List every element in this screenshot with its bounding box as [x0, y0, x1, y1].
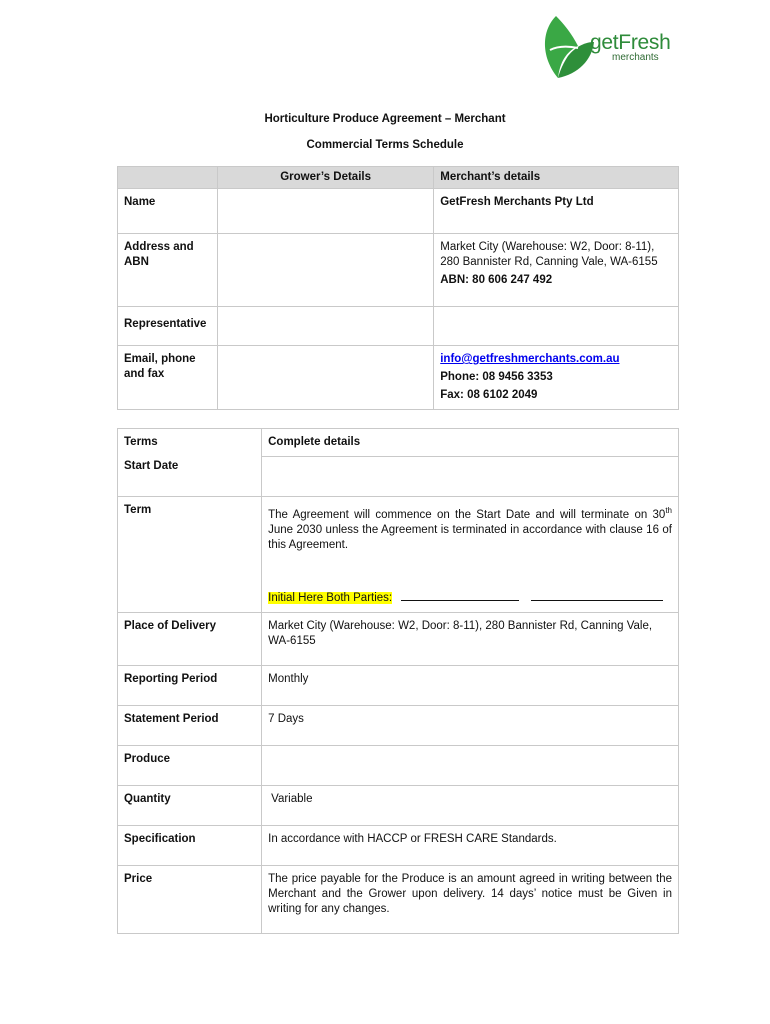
merchant-phone: Phone: 08 9456 3353: [440, 371, 553, 383]
term-label: Term: [118, 497, 262, 613]
specification-label: Specification: [118, 825, 262, 865]
quantity-value: Variable: [262, 785, 679, 825]
merchant-email-link[interactable]: info@getfreshmerchants.com.au: [440, 353, 620, 365]
merchant-address: Market City (Warehouse: W2, Door: 8-11), 280 Bannister Rd, Canning Vale, WA-6155: [440, 241, 658, 268]
reporting-period-value: Monthly: [262, 665, 679, 705]
terms-table: [117, 428, 679, 934]
initial-line-1[interactable]: [401, 589, 519, 601]
terms-header: Terms: [118, 429, 262, 457]
name-label: Name: [118, 189, 218, 234]
place-of-delivery-value: Market City (Warehouse: W2, Door: 8-11), 280 Bannister Rd, Canning Vale, WA-6155: [262, 612, 679, 665]
grower-representative-field[interactable]: [217, 307, 433, 346]
place-of-delivery-label: Place of Delivery: [118, 612, 262, 665]
initials-row: [268, 589, 672, 606]
merchant-details-header: Merchant’s details: [434, 167, 679, 189]
grower-address-field[interactable]: [217, 234, 433, 307]
statement-period-label: Statement Period: [118, 705, 262, 745]
representative-label: Representative: [118, 307, 218, 346]
price-label: Price: [118, 865, 262, 933]
produce-field[interactable]: [262, 745, 679, 785]
quantity-label: Quantity: [118, 785, 262, 825]
term-cell: [262, 497, 679, 613]
document-subtitle: Commercial Terms Schedule: [306, 139, 464, 151]
initial-here-label: Initial Here Both Parties:: [268, 591, 393, 604]
price-value: The price payable for the Produce is an amount agreed in writing between the Merchant and the Grower upon delivery. 14 days’ notice must be Given in writing for any changes.: [262, 865, 679, 933]
logo-brand: getFresh: [590, 31, 671, 54]
reporting-period-label: Reporting Period: [118, 665, 262, 705]
grower-name-field[interactable]: [217, 189, 433, 234]
merchant-fax: Fax: 08 6102 2049: [440, 389, 538, 401]
start-date-field[interactable]: [262, 457, 679, 497]
specification-value: In accordance with HACCP or FRESH CARE Standards.: [262, 825, 679, 865]
statement-period-value: 7 Days: [262, 705, 679, 745]
initial-line-2[interactable]: [531, 589, 663, 601]
getfresh-logo: [538, 12, 678, 84]
logo-subtitle: merchants: [612, 52, 659, 63]
term-text: The Agreement will commence on the Start Date and will terminate on 30th June 2030 unless the Agreement is terminated in accordance with clause 16 of this Agreement.: [268, 506, 672, 551]
contact-label: Email, phone and fax: [118, 346, 218, 410]
merchant-representative-field: [434, 307, 679, 346]
address-label: Address and ABN: [118, 234, 218, 307]
merchant-name: GetFresh Merchants Pty Ltd: [434, 189, 679, 234]
details-table: [117, 166, 679, 410]
grower-details-header: Grower’s Details: [217, 167, 433, 189]
merchant-address-cell: [434, 234, 679, 307]
start-date-label: Start Date: [118, 457, 262, 497]
document-title: Horticulture Produce Agreement – Merchant: [264, 113, 506, 125]
merchant-abn: ABN: 80 606 247 492: [440, 274, 553, 286]
merchant-contact-cell: [434, 346, 679, 410]
leaf-icon: [538, 12, 598, 84]
details-header-blank: [118, 167, 218, 189]
produce-label: Produce: [118, 745, 262, 785]
complete-details-header: Complete details: [262, 429, 679, 457]
grower-contact-field[interactable]: [217, 346, 433, 410]
